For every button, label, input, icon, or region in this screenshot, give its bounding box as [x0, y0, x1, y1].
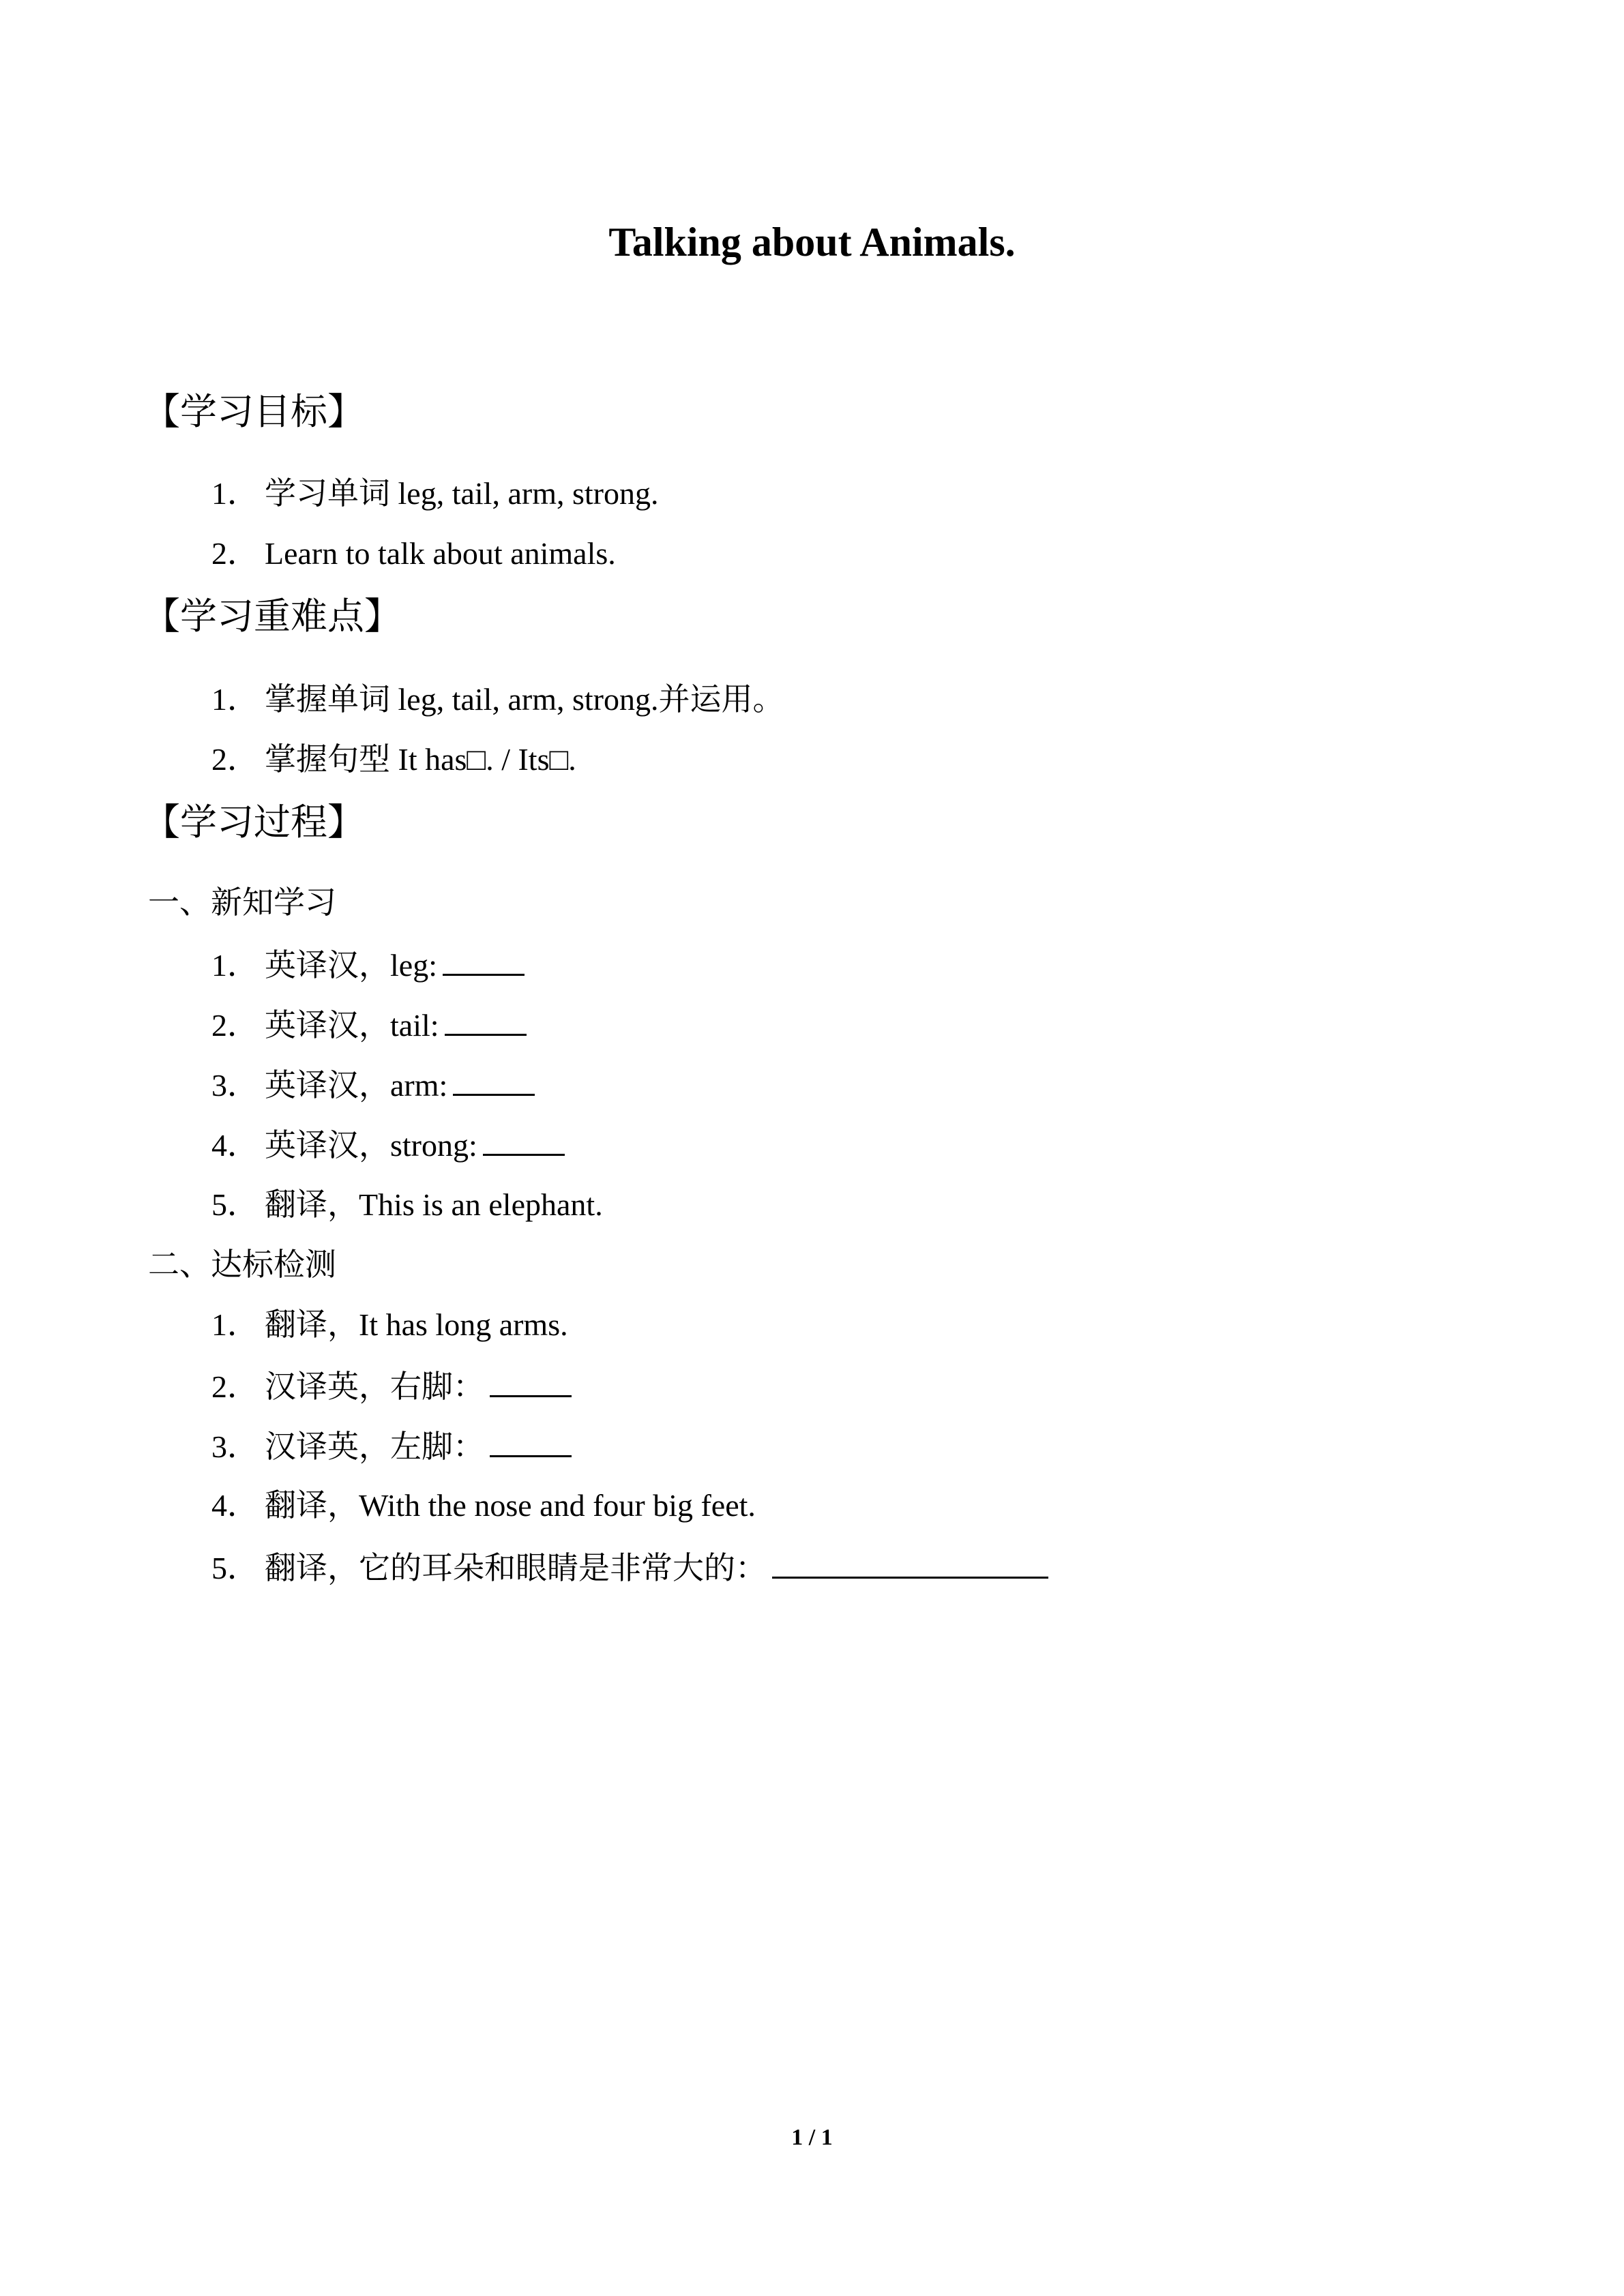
part-label-new-knowledge: 一、新知学习: [148, 885, 336, 920]
exercise-item: [211, 1361, 572, 1412]
item-text: 翻译，它的耳朵和眼睛是非常大的：: [265, 1551, 767, 1585]
item-text: 英译汉，tail:: [265, 1008, 439, 1043]
key-point-item: [211, 675, 784, 724]
exercise-item: [211, 1481, 756, 1530]
exercise-item: [211, 940, 525, 990]
item-number: 3．: [211, 1068, 259, 1103]
item-number: 2．: [211, 536, 259, 571]
item-number: 1．: [211, 476, 259, 511]
item-text: 翻译，It has long arms.: [265, 1307, 568, 1342]
key-point-item: [211, 735, 576, 784]
item-number: 2．: [211, 1008, 259, 1043]
answer-blank[interactable]: [490, 1421, 572, 1457]
answer-blank[interactable]: [772, 1542, 1048, 1579]
item-text: 掌握句型 It has□. / Its□.: [265, 742, 576, 777]
item-text: 汉译英，右脚：: [265, 1369, 484, 1404]
item-text: 翻译，This is an elephant.: [265, 1187, 603, 1222]
answer-blank[interactable]: [483, 1120, 565, 1156]
item-number: 1．: [211, 1307, 259, 1342]
item-number: 5．: [211, 1187, 259, 1222]
item-text: Learn to talk about animals.: [265, 536, 616, 571]
item-text: 英译汉，arm:: [265, 1068, 448, 1103]
section-heading-key-points: 【学习重难点】: [143, 595, 401, 638]
exercise-item: [211, 1300, 568, 1350]
item-text: 掌握单词 leg, tail, arm, strong.并运用。: [265, 682, 784, 717]
answer-blank[interactable]: [453, 1060, 535, 1096]
item-number: 2．: [211, 1369, 259, 1404]
item-number: 2．: [211, 742, 259, 777]
page-title: Talking about Animals.: [608, 220, 1016, 265]
answer-blank[interactable]: [443, 940, 525, 976]
part-label-assessment: 二、达标检测: [148, 1247, 336, 1282]
item-text: 学习单词 leg, tail, arm, strong.: [265, 476, 659, 511]
answer-blank[interactable]: [445, 1000, 527, 1036]
exercise-item: [211, 1542, 1048, 1593]
exercise-item: [211, 1060, 535, 1110]
item-number: 3．: [211, 1429, 259, 1464]
section-heading-goals: 【学习目标】: [143, 390, 364, 433]
item-number: 4．: [211, 1128, 259, 1163]
item-number: 5．: [211, 1551, 259, 1585]
item-text: 汉译英，左脚：: [265, 1429, 484, 1464]
section-heading-process: 【学习过程】: [143, 801, 364, 844]
goal-item: [211, 469, 658, 518]
answer-blank[interactable]: [490, 1361, 572, 1397]
exercise-item: [211, 1120, 565, 1170]
item-number: 4．: [211, 1488, 259, 1523]
exercise-item: [211, 1421, 572, 1472]
exercise-item: [211, 1180, 603, 1229]
item-text: 翻译，With the nose and four big feet.: [265, 1488, 756, 1523]
goal-item: [211, 529, 616, 578]
item-text: 英译汉，strong:: [265, 1128, 477, 1163]
exercise-item: [211, 1000, 527, 1050]
item-number: 1．: [211, 948, 259, 983]
item-number: 1．: [211, 682, 259, 717]
item-text: 英译汉，leg:: [265, 948, 437, 983]
page-number: 1 / 1: [791, 2125, 833, 2150]
